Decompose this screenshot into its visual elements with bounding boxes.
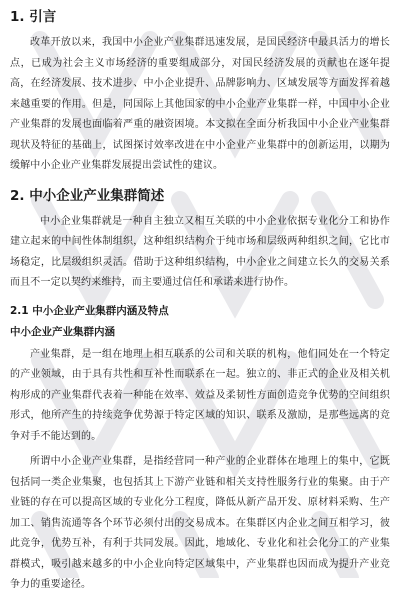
section-1-heading: 1. 引言 [10, 9, 57, 25]
section-2-heading: 2. 中小企业产业集群简述 [10, 187, 165, 204]
cluster-overview-paragraph: 中小企业集群就是一种自主独立又相互关联的中小企业依据专业化分工和协作建立起来的中间性体制组织，这种组织结构介于纯市场和层级两种组织之间，它比市场稳定，比层级组织灵活。借助于这种组织结构，中小企业之间建立长久的交易关系而且不一定以契约来维持，而主要通过信任和承诺来进行协作。 [10, 215, 390, 288]
industry-cluster-paragraph: 产业集群，是一组在地理上相互联系的公司和关联的机构，他们同处在一个特定的产业领域，由于具有共性和互补性而联系在一起。独立的、非正式的企业及相关机构形成的产业集群代表着一种能在效率、效益及柔韧性方面创造竞争优势的空间组织形式，他所产生的持续竞争优势源于特定区域的知识、联系及激励，是那些远离的竞争对手不能达到的。 [10, 348, 390, 442]
section-2-1-heading: 2.1 中小企业产业集群内涵及特点 [10, 304, 169, 317]
cluster-connotation-subheading: 中小企业产业集群内涵 [10, 325, 115, 338]
sme-cluster-paragraph: 所谓中小企业产业集群，是指经营同一种产业的企业群体在地理上的集中，它既包括同一类企业集聚，也包括其上下游产业链和相关支持性服务行业的集聚。由于产业链的存在可以提高区域的专业化分工程度，降低从新产品开发、原材料采购、生产加工、销售流通等各个环节必须付出的交易成本。在集群区内企业之间互相学习，彼此竞争，优势互补，有利于共同发展。因此，地域化、专业化和社会化分工的产业集群模式，吸引越来越多的中小企业向特定区域集中，产业集群也因而成为提升产业竞争力的重要途径。 [10, 456, 390, 590]
intro-paragraph: 改革开放以来，我国中小企业产业集群迅速发展，是国民经济中最具活力的增长点，已成为社会主义市场经济的重要组成部分，对国民经济发展的贡献也在逐年提高，在经济发展、技术进步、中小企业提升、品牌影响力、区域发展等方面发挥着越来越重要的作用。但是，同国际上其他国家的中小企业产业集群一样，中国中小企业产业集群的发展也面临着严重的融资困境。本文拟在全面分析我国中小企业产业集群现状及特征的基础上，试图探讨效率改进在中小企业产业集群中的创新运用，以期为缓解中小企业产业集群发展提出尝试性的建议。 [10, 37, 390, 171]
